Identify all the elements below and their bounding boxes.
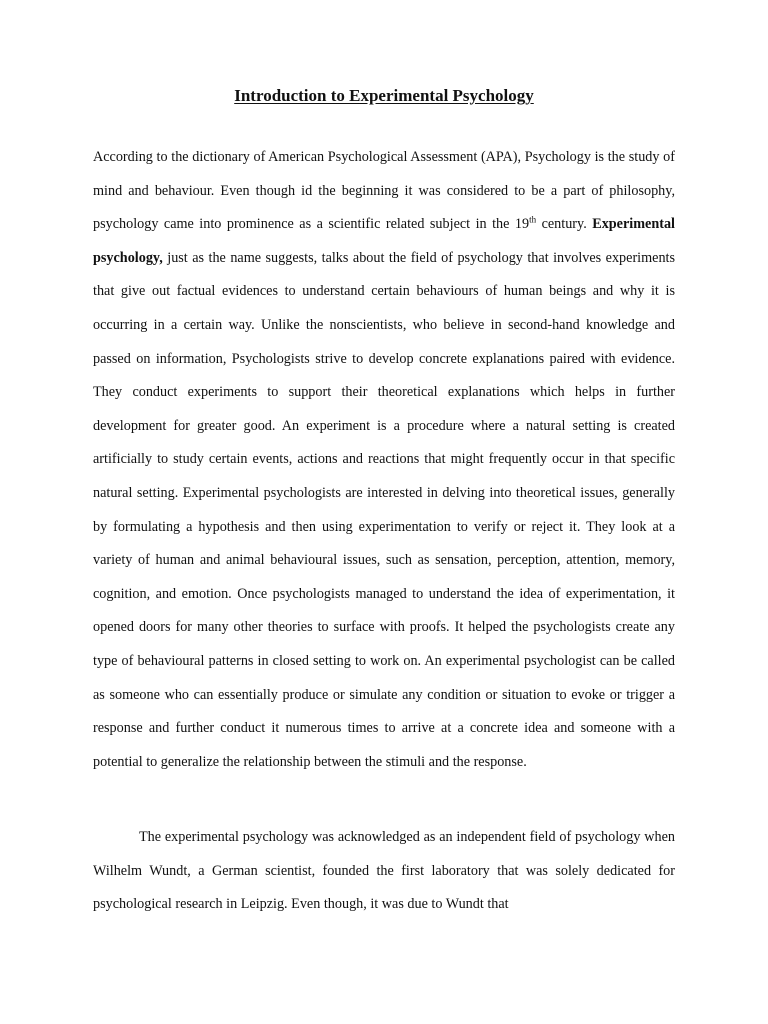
paragraph-1 — [93, 141, 675, 779]
ordinal-superscript: th — [529, 214, 537, 225]
paragraph-1-text-c: just as the name suggests, talks about the field of psychology that involves experiments that give out factual evidences to understand certain behaviours of human beings and why it is occurring in a certain way. Unlike the nonscientists, who believe in second-hand knowledge and passed on information, Psychologists strive to develop concrete explanations paired with evidence. They conduct experiments to support their theoretical explanations which helps in further development for greater good. An experiment is a procedure where a natural setting is created artificially to study certain events, actions and reactions that might frequently occur in that specific natural setting. Experimental psychologists are interested in delving into theoretical issues, generally by formulating a hypothesis and then using experimentation to verify or reject it. They look at a variety of human and animal behavioural issues, such as sensation, perception, attention, memory, cognition, and emotion. Once psychologists managed to understand the idea of experimentation, it opened doors for many other theories to surface with proofs. It helped the psychologists create any type of behavioural patterns in closed setting to work on. An experimental psychologist can be called as someone who can essentially produce or simulate any condition or situation to evoke or trigger a response and further conduct it numerous times to arrive at a concrete idea and someone with a potential to generalize the relationship between the stimuli and the response. — [93, 249, 675, 770]
paragraph-1-text-b: century. — [536, 216, 593, 233]
paragraph-1-text-a: According to the dictionary of American Psychological Assessment (APA), Psychology is the study of mind and behaviour. Even though id the beginning it was considered to be a part of philosophy, psychology came into prominence as a scientific related subject in the 19 — [93, 149, 675, 233]
document-title: Introduction to Experimental Psychology — [234, 86, 534, 105]
paragraph-2: The experimental psychology was acknowledged as an independent field of psychology when Wilhelm Wundt, a German scientist, founded the first laboratory that was solely dedicated for psychological research in Leipzig. Even though, it was due to Wundt that — [93, 829, 675, 913]
bold-term: Experimental psychology, — [93, 216, 675, 266]
